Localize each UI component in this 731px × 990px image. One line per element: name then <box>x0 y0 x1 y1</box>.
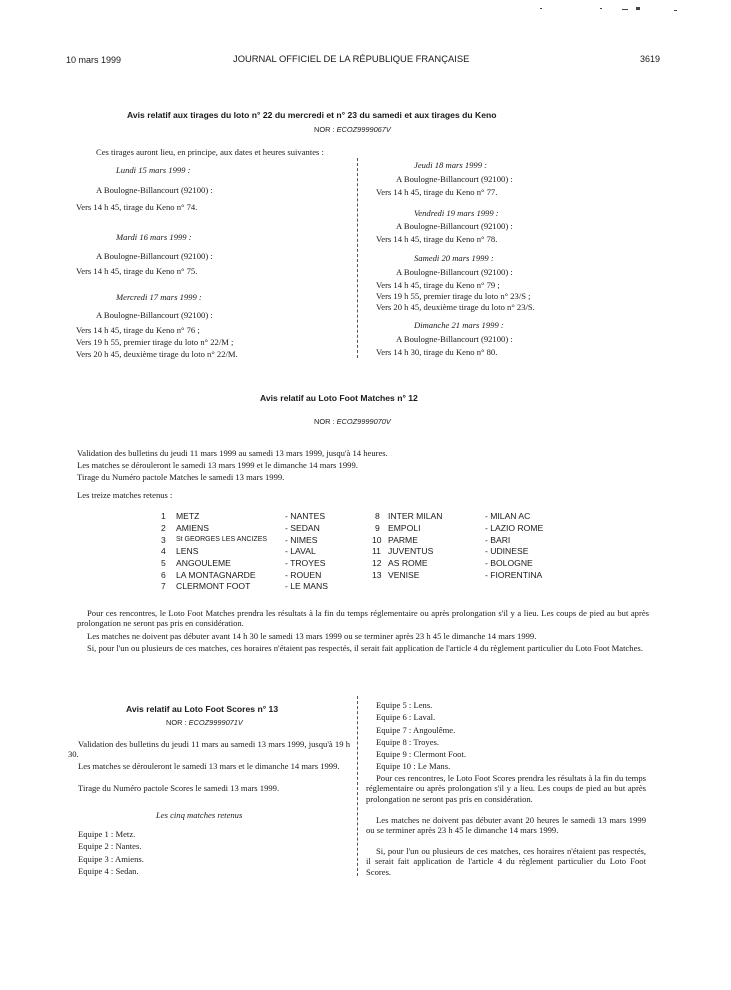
team-line: Equipe 8 : Troyes. <box>376 737 440 747</box>
home-team: METZ <box>176 511 200 521</box>
home-team: AMIENS <box>176 523 209 533</box>
scores-retained-heading: Les cinq matches retenus <box>156 810 243 820</box>
validation-line: Validation des bulletins du jeudi 11 mars 1999 au samedi 13 mars 1999, jusqu'à 14 heures. <box>77 448 388 458</box>
matches-nor: NOR : ECOZ9999070V <box>314 417 391 426</box>
scores-time-paragraph: Les matches ne doivent pas débuter avant 20 heures le samedi 13 mars 1999 ou se terminer après 23 h 45 le dimanche 14 mars 1999. <box>366 815 646 836</box>
match-number: 12 <box>372 558 382 568</box>
scores-pactole-paragraph: Tirage du Numéro pactole Scores le samedi 13 mars 1999. <box>78 783 280 793</box>
home-team: CLERMONT FOOT <box>176 581 251 591</box>
away-team: - SEDAN <box>285 523 320 533</box>
away-team: - MILAN AC <box>485 511 531 521</box>
matches-time-paragraph: Les matches ne doivent pas débuter avant 14 h 30 le samedi 13 mars 1999 ou se terminer après 23 h 45 le dimanche 14 mars 1999. <box>87 631 537 641</box>
away-team: - BOLOGNE <box>485 558 533 568</box>
day-heading: Dimanche 21 mars 1999 : <box>414 320 504 330</box>
team-line: Equipe 6 : Laval. <box>376 712 436 722</box>
away-team: - LAZIO ROME <box>485 523 544 533</box>
draw-line: Vers 14 h 45, tirage du Keno n° 76 ; <box>76 325 200 335</box>
matches-article-paragraph: Si, pour l'un ou plusieurs de ces matches, ces horaires n'étaient pas respectés, il serait fait application de l'article 4 du règlement particulier du Loto Foot Matches. <box>87 643 643 653</box>
away-team: - TROYES <box>285 558 326 568</box>
team-line: Equipe 5 : Lens. <box>376 700 433 710</box>
draw-line: Vers 20 h 45, deuxième tirage du loto n° 22/M. <box>76 349 238 359</box>
day-heading: Mercredi 17 mars 1999 : <box>116 292 202 302</box>
team-line: Equipe 10 : Le Mans. <box>376 761 451 771</box>
match-number: 11 <box>372 546 381 556</box>
away-team: - NIMES <box>285 535 318 545</box>
day-heading: Jeudi 18 mars 1999 : <box>414 160 488 170</box>
draw-line: Vers 20 h 45, deuxième tirage du loto n° 23/S. <box>376 302 535 312</box>
place-line: A Boulogne-Billancourt (92100) : <box>96 185 213 195</box>
day-heading: Lundi 15 mars 1999 : <box>116 165 191 175</box>
retained-heading: Les treize matches retenus : <box>77 490 173 500</box>
match-number: 7 <box>161 581 166 591</box>
header-date: 10 mars 1999 <box>66 55 122 65</box>
scores-rules-paragraph: Pour ces rencontres, le Loto Foot Scores prendra les résultats à la fin du temps réglementaire ou après prolongation s'il y a lieu. Les coups de pied au but après prolongation ne seront pas pris en considération. <box>366 773 646 804</box>
draw-line: Vers 14 h 45, tirage du Keno n° 78. <box>376 234 498 244</box>
home-team: EMPOLI <box>388 523 421 533</box>
column-divider <box>357 158 358 358</box>
match-number: 2 <box>161 523 166 533</box>
match-number: 13 <box>372 570 382 580</box>
draw-line: Vers 14 h 45, tirage du Keno n° 79 ; <box>376 280 500 290</box>
column-divider <box>357 696 358 876</box>
match-number: 1 <box>161 511 166 521</box>
place-line: A Boulogne-Billancourt (92100) : <box>396 221 513 231</box>
home-team: PARME <box>388 535 418 545</box>
away-team: - UDINESE <box>485 546 529 556</box>
away-team: - FIORENTINA <box>485 570 543 580</box>
team-line: Equipe 9 : Clermont Foot. <box>376 749 466 759</box>
place-line: A Boulogne-Billancourt (92100) : <box>396 267 513 277</box>
place-line: A Boulogne-Billancourt (92100) : <box>396 334 513 344</box>
draw-line: Vers 14 h 45, tirage du Keno n° 77. <box>376 187 498 197</box>
away-team: - BARI <box>485 535 511 545</box>
draw-line: Vers 19 h 55, premier tirage du loto n° 22/M ; <box>76 337 234 347</box>
draw-line: Vers 14 h 45, tirage du Keno n° 74. <box>76 202 198 212</box>
day-heading: Samedi 20 mars 1999 : <box>414 253 494 263</box>
match-number: 3 <box>161 535 166 545</box>
scores-validation-paragraph: Validation des bulletins du jeudi 11 mars au samedi 13 mars 1999, jusqu'à 19 h 30. <box>68 739 350 760</box>
loto-title: Avis relatif aux tirages du loto n° 22 du mercredi et n° 23 du samedi et aux tirages du Keno <box>127 110 497 120</box>
day-heading: Vendredi 19 mars 1999 : <box>414 208 499 218</box>
matches-title: Avis relatif au Loto Foot Matches n° 12 <box>260 393 418 403</box>
matches-rules-paragraph: Pour ces rencontres, le Loto Foot Matches prendra les résultats à la fin du temps réglementaire ou après prolongation s'il y a lieu. Les coups de pied au but après prolongation ne seront pas pris en considération. <box>77 608 649 629</box>
loto-nor: NOR : ECOZ9999067V <box>314 125 391 134</box>
place-line: A Boulogne-Billancourt (92100) : <box>96 310 213 320</box>
match-number: 4 <box>161 546 166 556</box>
schedule-line: Les matches se dérouleront le samedi 13 mars 1999 et le dimanche 14 mars 1999. <box>77 460 358 470</box>
place-line: A Boulogne-Billancourt (92100) : <box>396 174 513 184</box>
match-number: 10 <box>372 535 382 545</box>
scores-nor: NOR : ECOZ9999071V <box>166 718 243 727</box>
page-number: 3619 <box>640 54 661 64</box>
draw-line: Vers 14 h 30, tirage du Keno n° 80. <box>376 347 498 357</box>
match-number: 9 <box>375 523 380 533</box>
home-team: LENS <box>176 546 199 556</box>
team-line: Equipe 3 : Amiens. <box>78 854 144 864</box>
match-number: 5 <box>161 558 166 568</box>
place-line: A Boulogne-Billancourt (92100) : <box>96 251 213 261</box>
home-team: JUVENTUS <box>388 546 434 556</box>
day-heading: Mardi 16 mars 1999 : <box>116 232 192 242</box>
team-line: Equipe 2 : Nantes. <box>78 841 142 851</box>
team-line: Equipe 7 : Angoulême. <box>376 725 456 735</box>
home-team: St GEORGES LES ANCIZES <box>176 536 268 543</box>
home-team: ANGOULEME <box>176 558 231 568</box>
home-team: AS ROME <box>388 558 428 568</box>
draw-line: Vers 14 h 45, tirage du Keno n° 75. <box>76 266 198 276</box>
home-team: INTER MILAN <box>388 511 443 521</box>
match-number: 6 <box>161 570 166 580</box>
home-team: VENISE <box>388 570 420 580</box>
scores-title: Avis relatif au Loto Foot Scores n° 13 <box>126 704 279 714</box>
draw-line: Vers 19 h 55, premier tirage du loto n° 23/S ; <box>376 291 531 301</box>
team-line: Equipe 4 : Sedan. <box>78 866 139 876</box>
match-number: 8 <box>375 511 380 521</box>
away-team: - LE MANS <box>285 581 328 591</box>
loto-intro: Ces tirages auront lieu, en principe, aux dates et heures suivantes : <box>96 147 324 157</box>
home-team: LA MONTAGNARDE <box>176 570 256 580</box>
away-team: - NANTES <box>285 511 326 521</box>
journal-title: JOURNAL OFFICIEL DE LA RÉPUBLIQUE FRANÇAISE <box>233 53 470 64</box>
scores-article-paragraph: Si, pour l'un ou plusieurs de ces matches, ces horaires n'étaient pas respectés, il serait fait application de l'article 4 du règlement particulier du Loto Foot Scores. <box>366 846 646 877</box>
away-team: - ROUEN <box>285 570 322 580</box>
team-line: Equipe 1 : Metz. <box>78 829 136 839</box>
pactole-line: Tirage du Numéro pactole Matches le samedi 13 mars 1999. <box>77 472 285 482</box>
away-team: - LAVAL <box>285 546 316 556</box>
scores-schedule-paragraph: Les matches se dérouleront le samedi 13 mars et le dimanche 14 mars 1999. <box>78 761 340 771</box>
